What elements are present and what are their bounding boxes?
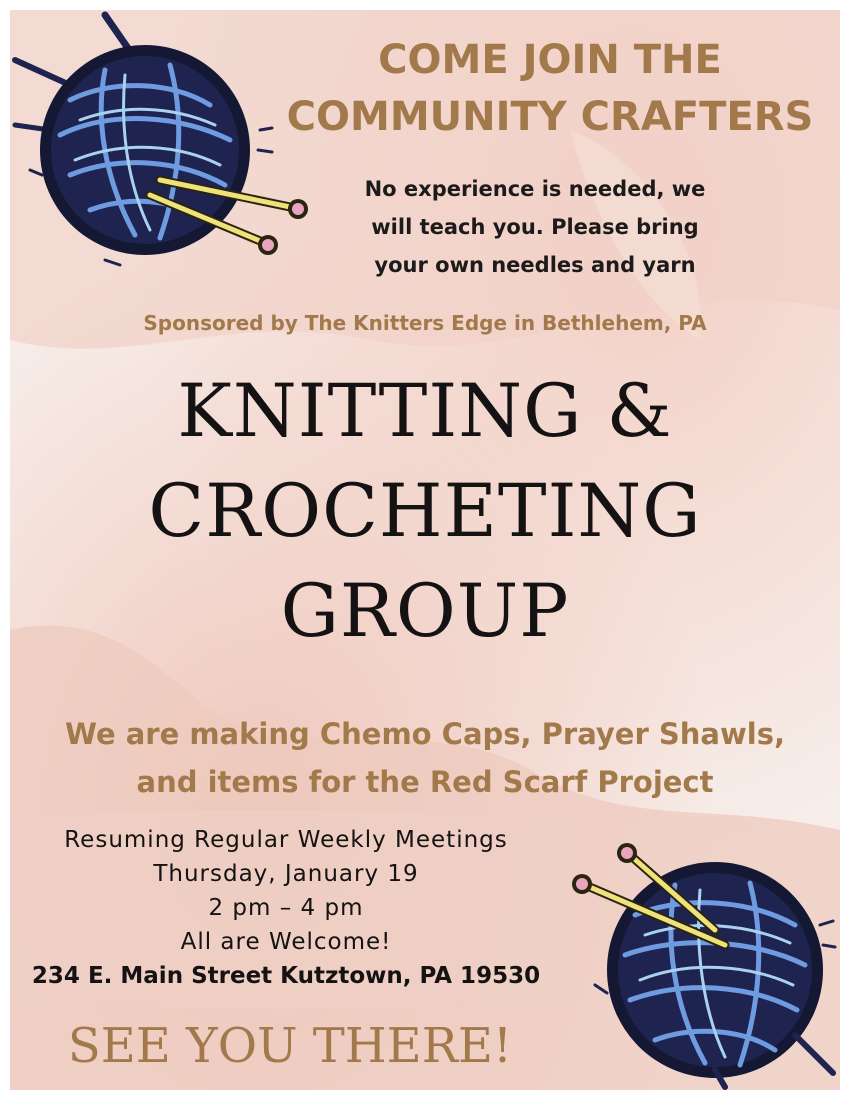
projects-line-2: and items for the Red Scarf Project bbox=[136, 765, 714, 799]
title-line-1: KNITTING & bbox=[177, 369, 673, 454]
intro-text bbox=[310, 170, 760, 284]
closing-text: SEE YOU THERE! bbox=[67, 1018, 513, 1074]
title-line-2: CROCHETING bbox=[148, 469, 702, 554]
intro-line-3: your own needles and yarn bbox=[374, 253, 696, 277]
yarn-ball-with-knitting-needles-icon bbox=[565, 835, 840, 1090]
title-line-3: GROUP bbox=[280, 569, 570, 654]
intro-line-1: No experience is needed, we bbox=[364, 177, 706, 201]
meeting-address: 234 E. Main Street Kutztown, PA 19530 bbox=[31, 963, 541, 989]
meeting-time: 2 pm – 4 pm bbox=[208, 895, 364, 921]
sponsor-line: Sponsored by The Knitters Edge in Bethlehem, PA bbox=[143, 311, 707, 335]
flyer bbox=[10, 10, 840, 1090]
intro-line-2: will teach you. Please bring bbox=[371, 215, 699, 239]
headline-line-2: COMMUNITY CRAFTERS bbox=[286, 94, 814, 140]
projects-line-1: We are making Chemo Caps, Prayer Shawls, bbox=[64, 717, 785, 751]
projects-text bbox=[10, 710, 840, 806]
meeting-line-1: Resuming Regular Weekly Meetings bbox=[64, 827, 508, 853]
meeting-details bbox=[10, 823, 562, 993]
headline bbox=[260, 32, 840, 146]
event-title bbox=[10, 362, 840, 662]
meeting-welcome: All are Welcome! bbox=[180, 929, 392, 955]
headline-line-1: COME JOIN THE bbox=[378, 37, 722, 83]
meeting-date: Thursday, January 19 bbox=[153, 861, 419, 887]
